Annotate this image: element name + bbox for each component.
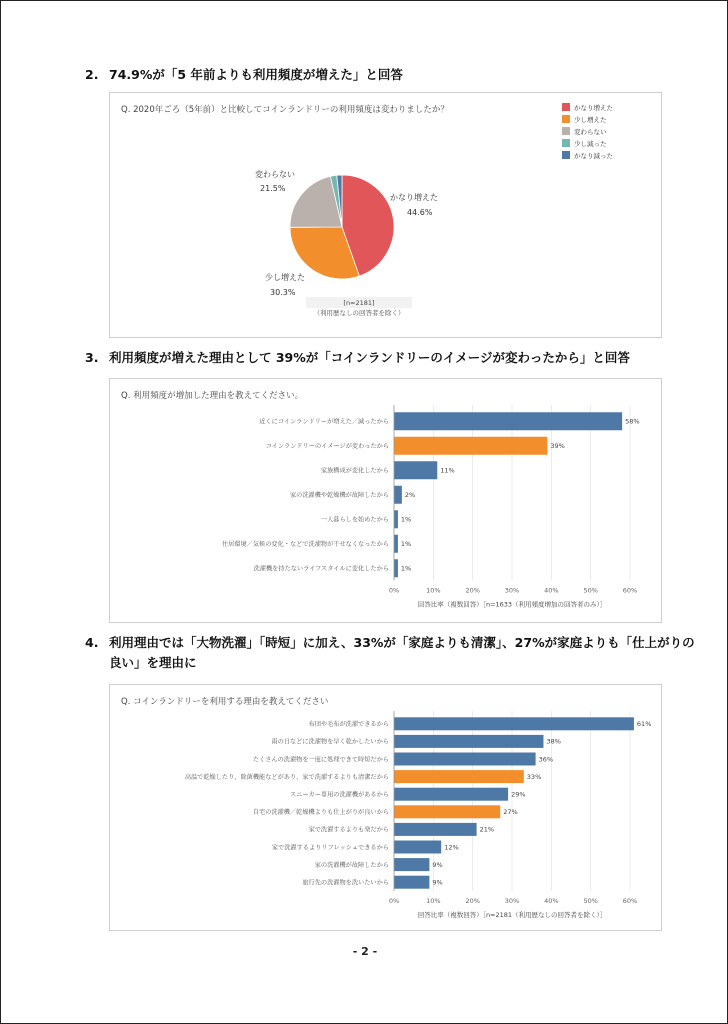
category-label: 一人暮らしを始めたから xyxy=(320,516,389,524)
pie-note-count: [n=2181] xyxy=(343,299,375,307)
pie-slice-value: 30.3% xyxy=(270,288,296,297)
bar xyxy=(394,486,402,504)
x-tick-label: 60% xyxy=(622,897,638,905)
category-label: 家で洗濯するよりリフレッシュできるから xyxy=(271,844,389,852)
section-2-heading xyxy=(85,65,403,85)
bar xyxy=(394,753,536,766)
bar xyxy=(394,823,477,836)
category-label: 雨の日などに洗濯物を早く乾かしたいから xyxy=(271,738,389,746)
x-tick-label: 60% xyxy=(622,586,638,595)
pie-legend-swatch xyxy=(562,103,570,111)
bar xyxy=(394,461,437,479)
bar xyxy=(394,510,398,528)
x-tick-label: 40% xyxy=(544,586,559,595)
category-label: 洗濯機を持たないライフスタイルに変化したから xyxy=(253,565,389,573)
bar-value-label: 29% xyxy=(511,790,526,799)
x-tick-label: 0% xyxy=(388,586,400,595)
category-label: 住居環境／気候の変化・などで洗濯物が干せなくなったから xyxy=(221,541,389,549)
bar-chart-1-panel xyxy=(109,378,662,623)
category-label: 近くにコインランドリーが増えた／減ったから xyxy=(259,418,389,426)
bar xyxy=(394,412,622,430)
pie-legend-item xyxy=(562,149,613,161)
bar-value-label: 21% xyxy=(479,825,495,834)
category-label: 旅行先の洗濯物を洗いたいから xyxy=(302,879,389,887)
bar-value-label: 58% xyxy=(625,417,640,426)
page-number: - 2 - xyxy=(352,945,378,958)
x-tick-label: 30% xyxy=(504,586,520,595)
category-label: 家の洗濯機が故障したから xyxy=(314,861,389,869)
pie-slice-value: 21.5% xyxy=(260,184,286,193)
x-tick-label: 50% xyxy=(583,897,598,905)
bar-value-label: 9% xyxy=(432,860,443,869)
bar-value-label: 2% xyxy=(404,491,416,500)
bar-value-label: 12% xyxy=(444,843,459,852)
bar-value-label: 9% xyxy=(432,878,443,887)
x-tick-label: 20% xyxy=(465,586,480,595)
category-label: コインランドリーのイメージが変わったから xyxy=(265,443,389,451)
bar-value-label: 1% xyxy=(400,540,412,549)
bar-value-label: 61% xyxy=(636,720,652,729)
section-3-title: 利用頻度が増えた理由として 39%が「コインランドリーのイメージが変わったから」と回答 xyxy=(109,350,630,365)
pie-legend-item xyxy=(562,125,613,137)
pie-legend-label: かなり増えた xyxy=(574,103,613,112)
section-4-heading xyxy=(85,633,695,673)
bar xyxy=(394,805,500,818)
section-3-number: 3. xyxy=(85,350,99,365)
x-tick-label: 40% xyxy=(544,897,559,905)
pie-slice-value: 44.6% xyxy=(407,208,433,217)
section-4-title-line2: 良い」を理由に xyxy=(109,655,197,670)
bar xyxy=(394,559,398,577)
bar xyxy=(394,876,429,889)
pie-note-description: （利用歴なしの回答者を除く） xyxy=(313,309,405,317)
bar xyxy=(394,788,508,801)
bar-chart-2-panel xyxy=(109,684,662,931)
pie-legend-swatch xyxy=(562,127,570,135)
section-4-number: 4. xyxy=(85,635,99,650)
bar xyxy=(394,735,543,748)
pie-slice-label: 変わらない xyxy=(255,170,295,179)
category-label: 高温で乾燥したり、除菌機能などがあり、家で洗濯するよりも清潔だから xyxy=(184,773,389,781)
pie-legend-item xyxy=(562,113,613,125)
bar-chart-2 xyxy=(110,685,661,930)
pie-legend-item xyxy=(562,137,613,149)
x-tick-label: 10% xyxy=(426,586,441,595)
category-label: たくさんの洗濯物を一度に処理できて時短だから xyxy=(252,756,389,764)
x-tick-label: 50% xyxy=(583,586,598,595)
section-3-heading xyxy=(85,348,630,368)
x-tick-label: 30% xyxy=(504,897,520,905)
category-label: スニーカー専用の洗濯機があるから xyxy=(290,791,389,799)
bar xyxy=(394,841,441,854)
category-label: 自宅の洗濯機／乾燥機よりも仕上がりが良いから xyxy=(252,809,389,817)
pie-legend-swatch xyxy=(562,151,570,159)
pie-slice-label: かなり増えた xyxy=(390,193,438,202)
bar-value-label: 27% xyxy=(503,808,518,817)
x-tick-label: 0% xyxy=(388,897,400,905)
pie-legend-label: 少し減った xyxy=(574,139,607,148)
section-4-title-line1: 利用理由では「大物洗濯」「時短」に加え、33%が「家庭よりも清潔」、27%が家庭よりも「仕上がりの xyxy=(109,635,695,650)
bar-value-label: 11% xyxy=(440,466,455,475)
pie-legend xyxy=(562,101,613,161)
pie-legend-label: かなり減った xyxy=(574,151,613,160)
category-label: 家族構成が変化したから xyxy=(320,467,389,475)
bar-chart-1-question: Q. 利用頻度が増加した理由を教えてください。 xyxy=(121,391,304,401)
x-axis-label: 回答比率（複数回答）［n=2181（利用歴なしの回答者を除く）］ xyxy=(417,911,607,919)
x-tick-label: 20% xyxy=(465,897,480,905)
section-2-number: 2. xyxy=(85,67,99,82)
bar-value-label: 36% xyxy=(538,755,554,764)
pie-chart-panel xyxy=(109,92,662,338)
pie-slice-label: 少し増えた xyxy=(265,273,305,282)
pie-legend-label: 少し増えた xyxy=(574,115,607,124)
bar xyxy=(394,770,524,783)
bar-value-label: 38% xyxy=(546,737,561,746)
category-label: 布団や毛布が洗濯できるから xyxy=(308,721,389,729)
section-2-title: 74.9%が「5 年前よりも利用頻度が増えた」と回答 xyxy=(109,67,403,82)
bar-chart-2-question: Q. コインランドリーを利用する理由を教えてください xyxy=(121,697,329,707)
pie-chart-question: Q. 2020年ごろ（5年前）と比較してコインランドリーの利用頻度は変わりましたか？ xyxy=(121,105,449,115)
pie-legend-swatch xyxy=(562,139,570,147)
x-axis-label: 回答比率（複数回答）［n=1633（利用頻度増加の回答者のみ）］ xyxy=(417,600,607,609)
bar-value-label: 33% xyxy=(526,772,542,781)
x-tick-label: 10% xyxy=(426,897,441,905)
bar-value-label: 39% xyxy=(550,442,565,451)
bar xyxy=(394,437,547,455)
bar xyxy=(394,535,398,553)
pie-legend-label: 変わらない xyxy=(574,127,607,136)
pie-legend-item xyxy=(562,101,613,113)
bar xyxy=(394,717,634,730)
category-label: 家で洗濯するよりも楽だから xyxy=(308,826,389,834)
bar-value-label: 1% xyxy=(400,515,412,524)
bar xyxy=(394,858,429,871)
bar-value-label: 1% xyxy=(400,564,412,573)
pie-legend-swatch xyxy=(562,115,570,123)
category-label: 家の洗濯機や乾燥機が故障したから xyxy=(290,492,389,500)
bar-chart-1 xyxy=(110,379,661,622)
